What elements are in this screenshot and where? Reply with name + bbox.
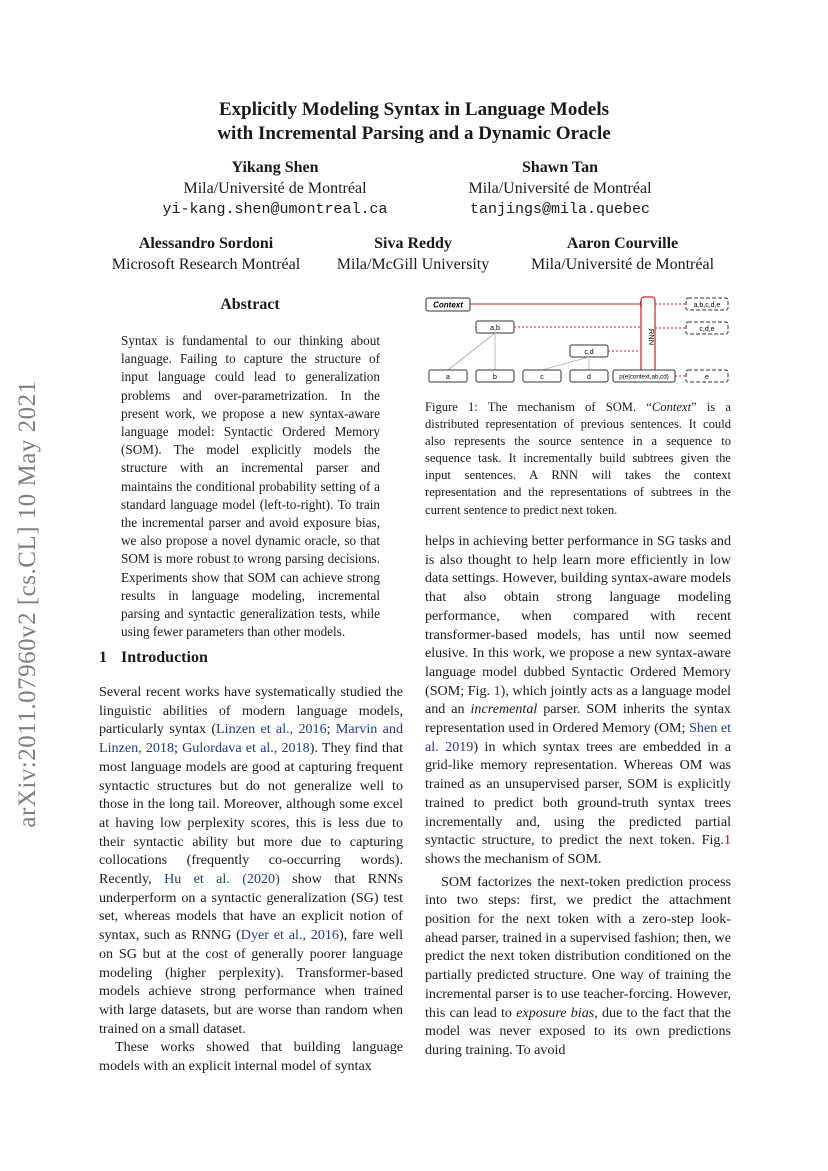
author-affiliation: Mila/Université de Montréal — [183, 180, 367, 197]
figure-caption: Figure 1: The mechanism of SOM. “Context” is a distributed representation of previous sentences. It could also represents the source sentence in a sequence to sequence task. It incrementally build subtrees given the input sentences. A RNN will takes the context representation and the representations of subtrees in the current sentence to predict next token. — [425, 400, 731, 517]
citation-link[interactable]: Shen et al. 2019 — [425, 720, 731, 755]
author-block — [515, 233, 730, 275]
paragraph: helps in achieving better performance in SG tasks and is also thought to help learn more efficiently in low data settings. However, building syntax-aware models that also obtain strong language modeling performance, when compared with recent transformer-based models, has until now seemed elusive. In this work, we propose a new syntax-aware language model dubbed Syntactic Ordered Memory (SOM; Fig. 1), which jointly acts as a language model and an incremental parser. SOM inherits the syntax representation used in Ordered Memory (OM; Shen et al. 2019) in which syntax trees are embedded in a grid-like memory representation. Whereas OM was trained as an unsupervised parser, SOM is explicitly trained to predict both ground-truth syntax trees incrementally and, using the predicted partial syntactic structure, to predict the next token. Fig.1 shows the mechanism of SOM. — [425, 533, 731, 867]
author-email: tanjings@mila.quebec — [469, 201, 651, 218]
author-email: yi-kang.shen@umontreal.ca — [162, 201, 388, 218]
paper-title-line-2: with Incremental Parsing and a Dynamic Oracle — [217, 123, 611, 144]
abstract-text: Syntax is fundamental to our thinking about language. Failing to capture the structure of input language could lead to generalization problems and over-parametrization. In the present work, we propose a new syntax-aware language model: Syntactic Ordered Memory (SOM). The model explicitly models the structure with an incremental parser and maintains the conditional probability setting of a standard language model (left-to-right). To train the incremental parser and avoid exposure bias, we also propose a novel dynamic oracle, so that SOM is more robust to wrong parsing decisions. Experiments show that SOM can achieve strong results in language modeling, incremental parsing and syntactic generalization tests, while using fewer parameters than other models. — [121, 333, 380, 640]
section-number: 1 — [99, 649, 107, 666]
figure-ref-link[interactable]: 1 — [723, 832, 731, 849]
token-label: c — [540, 374, 544, 381]
citation-link[interactable]: Gulordava et al., 2018 — [182, 740, 310, 757]
paragraph: These works showed that building language models with an explicit internal model of syntax — [99, 1039, 403, 1075]
citation-link[interactable]: Dyer et al., 2016 — [240, 927, 339, 944]
prediction-label: p(e|context,ab,cd) — [619, 373, 669, 381]
citation-link[interactable]: Marvin and Linzen, 2018 — [99, 721, 403, 757]
context-label: Context — [433, 300, 463, 310]
abstract-heading: Abstract — [220, 296, 280, 313]
citation-link[interactable]: Linzen et al., 2016 — [216, 721, 327, 738]
author-name: Yikang Shen — [231, 159, 319, 176]
right-column-text — [425, 532, 731, 1060]
output-label: a,b,c,d,e — [693, 302, 721, 309]
token-label: b — [493, 374, 497, 381]
author-affiliation: Mila/McGill University — [336, 256, 490, 273]
author-affiliation: Microsoft Research Montréal — [111, 256, 301, 273]
author-name: Siva Reddy — [374, 235, 452, 252]
paragraph: Several recent works have systematically studied the linguistic abilities of modern language models, particularly syntax (Linzen et al., 2016; Marvin and Linzen, 2018; Gulordava et al., 2018). They find that most language models are good at capturing frequent syntactic structures but do not generalize well to those in the long tail. Moreover, although some excel at having low perplexity scores, this is less due to their syntactic ability but more due to capturing collocations (frequently co-occurring words). Recently, Hu et al. (2020) show that RNNs underperform on a syntactic generalization (SG) test set, whereas models that have an explicit notion of syntax, such as RNNG (Dyer et al., 2016), fare well on SG but at the cost of generally poorer language modeling (higher perplexity). Transformer-based models achieve strong performance when trained with large datasets, but are worse than random when trained on a small dataset. — [99, 684, 403, 1037]
paper-title-line-1: Explicitly Modeling Syntax in Language Models — [218, 99, 610, 120]
subtree-label: a,b — [490, 325, 500, 332]
left-column-text — [99, 683, 403, 1076]
rnn-label: RNN — [647, 328, 656, 346]
author-affiliation: Mila/Université de Montréal — [468, 180, 652, 197]
token-label: a — [446, 374, 450, 381]
output-label: c,d,e — [699, 326, 715, 333]
arxiv-identifier: arXiv:2011.07960v2 [cs.CL] 10 May 2021 — [14, 380, 41, 828]
author-affiliation: Mila/Université de Montréal — [530, 256, 715, 273]
section-title: Introduction — [121, 649, 208, 666]
author-name: Aaron Courville — [566, 235, 679, 252]
author-block — [420, 157, 700, 220]
author-block — [96, 233, 316, 275]
author-block — [130, 157, 420, 220]
section-heading — [99, 649, 222, 667]
token-label: d — [587, 374, 591, 381]
paragraph: SOM factorizes the next-token prediction process into two steps: first, we predict the attachment position for the next token with a zero-step look-ahead parser, trained in a supervised fashion; then, we predict the next token distribution conditioned on the partially predicted structure. One way of training the incremental parser is to use teacher-forcing. However, this can lead to exposure bias, due to the fact that the model was never exposed to its own predictions during training. To avoid — [425, 873, 732, 1058]
author-name: Alessandro Sordoni — [138, 235, 274, 252]
citation-link[interactable]: Hu et al. (2020) — [164, 871, 280, 888]
output-label: e — [705, 374, 709, 381]
figure-ref-link[interactable]: 1 — [493, 682, 501, 699]
author-block — [323, 233, 503, 275]
author-name: Shawn Tan — [521, 159, 599, 176]
subtree-label: c,d — [584, 349, 594, 356]
som-mechanism-figure — [424, 294, 732, 386]
